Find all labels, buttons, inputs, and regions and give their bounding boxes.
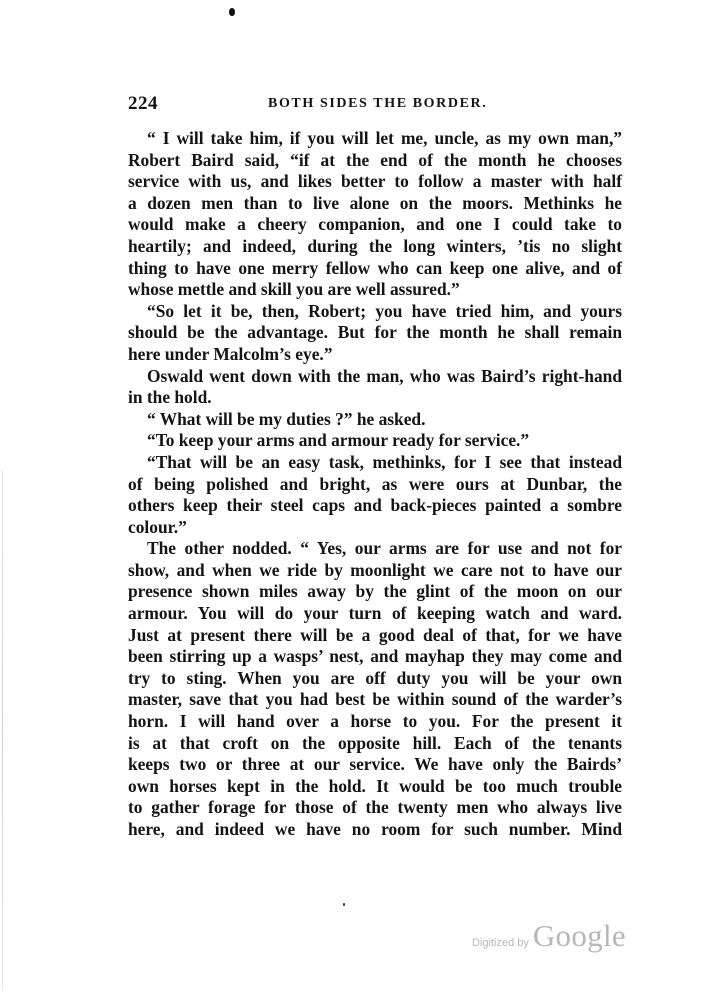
text-line: The other nodded. “ Yes, our arms are for use and not for: [147, 538, 622, 559]
watermark-prefix: Digitized by: [472, 937, 529, 949]
text-line: a dozen men than to live alone on the moors. Methinks he: [128, 192, 622, 213]
google-logo: Google: [532, 918, 626, 953]
text-line: colour.”: [128, 516, 187, 537]
text-line: try to sting. When you are off duty you will be your own: [128, 667, 622, 688]
text-line: Just at present there will be a good deal of that, for we have: [128, 624, 622, 645]
ink-speck: [229, 8, 235, 16]
text-line: “ I will take him, if you will let me, uncle, as my own man,”: [147, 128, 622, 148]
text-line: thing to have one merry fellow who can keep one alive, and of: [128, 257, 622, 278]
text-line: own horses kept in the hold. It would be too much trouble: [128, 775, 622, 796]
text-line: here under Malcolm’s eye.”: [128, 343, 333, 364]
text-line: show, and when we ride by moonlight we care not to have our: [128, 559, 622, 580]
running-head: BOTH SIDES THE BORDER.: [268, 96, 488, 111]
text-line: been stirring up a wasps’ nest, and mayhap they may come and: [128, 646, 622, 667]
text-line: here, and indeed we have no room for such number. Mind: [128, 819, 622, 839]
text-line: keeps two or three at our service. We have only the Bairds’: [128, 754, 622, 775]
text-line: horn. I will hand over a horse to you. For the present it: [128, 711, 622, 732]
gutter-shadow: [2, 470, 3, 990]
text-line: service with us, and likes better to follow a master with half: [128, 171, 622, 192]
text-line: to gather forage for those of the twenty men who always live: [128, 797, 622, 818]
text-line: would make a cheery companion, and one I could take to: [128, 214, 622, 235]
text-line: of being polished and bright, as were ours at Dunbar, the: [128, 473, 622, 494]
text-line: master, save that you had best be within sound of the warder’s: [128, 689, 622, 710]
text-line: in the hold.: [128, 387, 212, 408]
text-line: Oswald went down with the man, who was Baird’s right-hand: [147, 365, 622, 386]
page-header: [128, 93, 622, 117]
ink-mark: [343, 903, 345, 906]
text-line: “To keep your arms and armour ready for service.”: [147, 430, 530, 451]
text-line: “That will be an easy task, methinks, for I see that instead: [147, 451, 622, 472]
text-line: Robert Baird said, “if at the end of the month he chooses: [128, 149, 622, 170]
body-text: [128, 128, 622, 841]
text-line: whose mettle and skill you are well assured.”: [128, 279, 460, 300]
text-line: others keep their steel caps and back-pieces painted a sombre: [128, 495, 622, 516]
page-number: 224: [128, 93, 158, 114]
text-line: should be the advantage. But for the month he shall remain: [128, 322, 622, 343]
text-line: “So let it be, then, Robert; you have tried him, and yours: [147, 300, 622, 321]
text-line: is at that croft on the opposite hill. Each of the tenants: [128, 732, 622, 753]
text-line: “ What will be my duties ?” he asked.: [147, 408, 426, 429]
text-line: heartily; and indeed, during the long winters, ’tis no slight: [128, 235, 622, 256]
digitized-watermark: [472, 918, 626, 958]
text-line: presence shown miles away by the glint of the moon on our: [128, 581, 622, 602]
text-line: armour. You will do your turn of keeping watch and ward.: [128, 603, 622, 624]
